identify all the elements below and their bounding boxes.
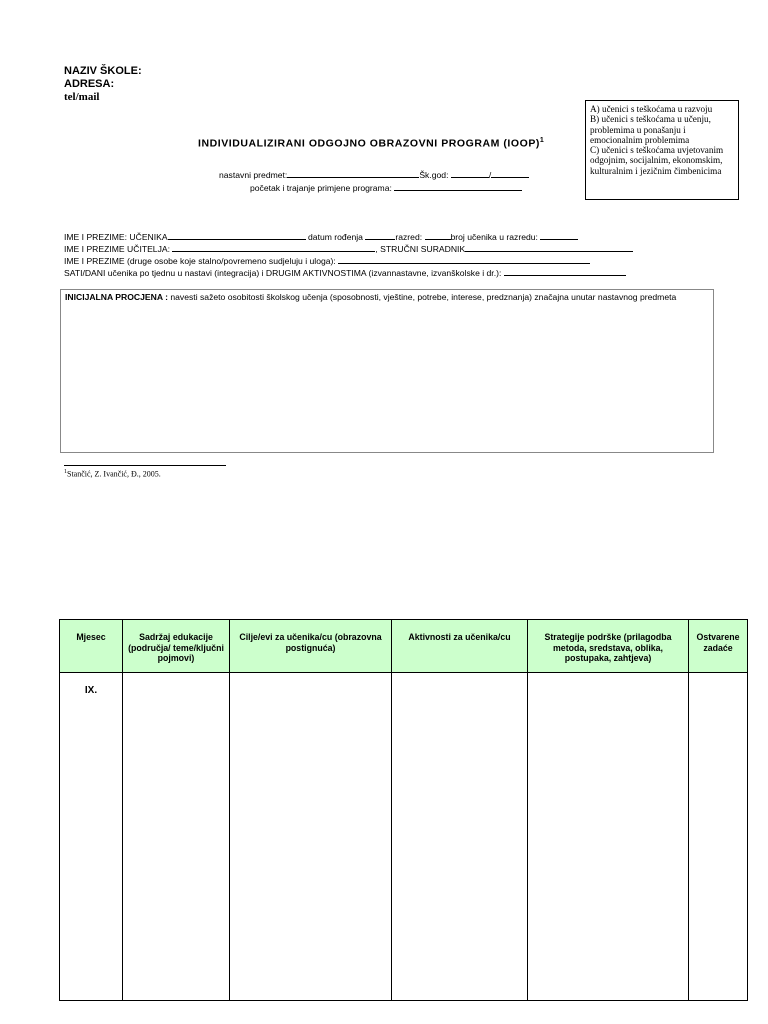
class-size-label: broj učenika u razredu: <box>450 232 538 242</box>
address-label: ADRESA: <box>64 78 115 90</box>
column-header-activities: Aktivnosti za učenika/cu <box>392 620 528 673</box>
footnote-divider <box>64 465 226 466</box>
column-header-goals: Cilje/evi za učenika/cu (obrazovna postignuća) <box>230 620 392 673</box>
start-duration-label: početak i trajanje primjene programa: <box>250 183 392 193</box>
column-header-support-strategies: Strategije podrške (prilagodba metoda, sredstava, oblika, postupaka, zahtjeva) <box>528 620 689 673</box>
footnote-mark: 1 <box>64 469 67 475</box>
category-c: C) učenici s teškoćama uvjetovanim odgojnim, socijalnim, ekonomskim, kulturalnim i jezičnim čimbenicima <box>590 145 724 176</box>
teacher-line <box>64 242 633 254</box>
education-plan-table <box>59 619 748 1001</box>
school-year-end-field[interactable] <box>488 168 529 180</box>
student-name-field[interactable] <box>168 230 306 240</box>
associate-label: , STRUČNI SURADNIK <box>375 244 466 254</box>
school-name-label: NAZIV ŠKOLE: <box>64 65 142 77</box>
table-header-row <box>60 620 748 673</box>
student-categories-box <box>585 100 739 200</box>
subject-field[interactable] <box>287 168 419 178</box>
others-label: IME I PREZIME (druge osobe koje stalno/povremeno sudjeluju i uloga): <box>64 256 336 266</box>
teacher-name-label: IME I PREZIME UČITELJA: <box>64 244 171 254</box>
column-header-content: Sadržaj edukacije (područja/ teme/ključni pojmovi) <box>123 620 230 673</box>
associate-field[interactable] <box>465 242 633 252</box>
title-footnote-mark: 1 <box>539 137 545 144</box>
others-line <box>64 254 590 266</box>
contact-label: tel/mail <box>64 91 100 103</box>
school-year-label: Šk.god: <box>419 170 449 180</box>
subject-line <box>219 168 529 180</box>
student-line <box>64 230 578 242</box>
document-title-text: INDIVIDUALIZIRANI ODGOJNO OBRAZOVNI PROGRAM (IOOP) <box>198 137 540 150</box>
class-size-field[interactable] <box>540 230 578 240</box>
initial-assessment-label: INICIJALNA PROCJENA : <box>65 292 168 302</box>
support-strategies-cell[interactable] <box>528 673 689 1001</box>
footnote-text: Stančić, Z. Ivančić, Đ., 2005. <box>67 469 161 479</box>
start-duration-field[interactable] <box>394 181 522 191</box>
column-header-month: Mjesec <box>60 620 123 673</box>
start-duration-line <box>250 181 522 193</box>
hours-line <box>64 266 626 278</box>
others-field[interactable] <box>338 254 590 264</box>
subject-label: nastavni predmet: <box>219 170 288 180</box>
table-row <box>60 673 748 1001</box>
initial-assessment-text: navesti sažeto osobitosti školskog učenja (sposobnosti, vještine, potrebe, interese, predznanja) značajna unutar nastavnog predmeta <box>170 292 677 302</box>
teacher-name-field[interactable] <box>172 242 375 252</box>
grade-field[interactable] <box>425 230 451 240</box>
goals-cell[interactable] <box>230 673 392 1001</box>
hours-label: SATI/DANI učenika po tjednu u nastavi (integracija) i DRUGIM AKTIVNOSTIMA (izvannastavne, izvanškolske i dr.): <box>64 268 502 278</box>
category-b: B) učenici s teškoćama u učenju, problemima u ponašanju i emocionalnim problemima <box>590 114 711 145</box>
column-header-achieved-tasks: Ostvarene zadaće <box>689 620 748 673</box>
hours-field[interactable] <box>504 266 626 276</box>
initial-assessment-box[interactable] <box>60 289 714 453</box>
month-cell[interactable]: IX. <box>60 673 123 1001</box>
grade-label: razred: <box>395 232 423 242</box>
student-name-label: IME I PREZIME: UČENIKA <box>64 232 168 242</box>
document-title <box>198 137 544 150</box>
school-year-separator: / <box>488 170 492 180</box>
birth-date-label: datum rođenja <box>308 232 363 242</box>
school-header <box>64 65 142 104</box>
birth-date-field[interactable] <box>365 230 395 240</box>
category-a: A) učenici s teškoćama u razvoju <box>590 104 713 114</box>
activities-cell[interactable] <box>392 673 528 1001</box>
school-year-start-field[interactable] <box>451 168 492 180</box>
footnote <box>64 469 161 479</box>
content-cell[interactable] <box>123 673 230 1001</box>
achieved-tasks-cell[interactable] <box>689 673 748 1001</box>
